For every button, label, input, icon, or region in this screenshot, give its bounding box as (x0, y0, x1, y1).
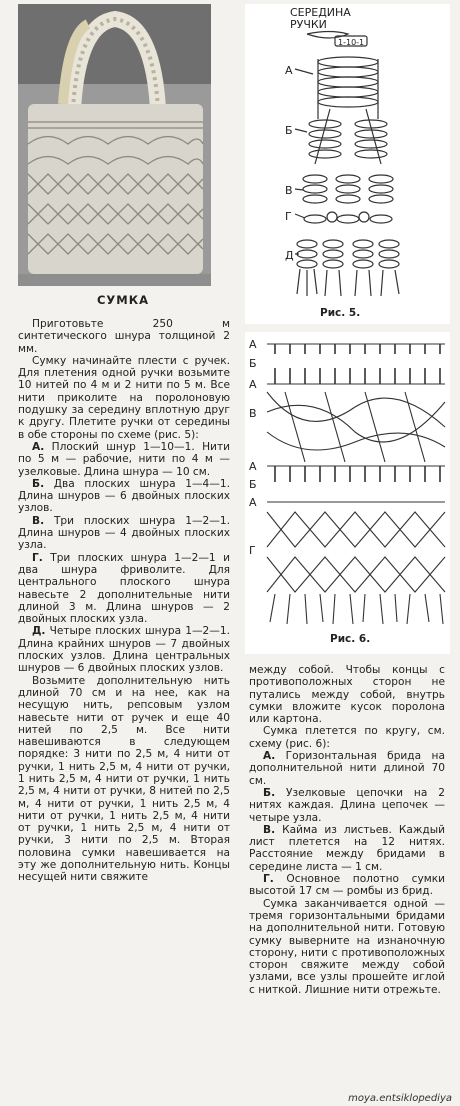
body-step-b: Б. Узелковые цепочки на 2 нитях каждая. Длина цепочек — четыре узла. (249, 786, 445, 824)
figure-5-panel (245, 4, 450, 324)
fig5-label-b: Б (285, 124, 293, 137)
fig6-label-v: В (249, 407, 257, 420)
fig6-label-a4: А (249, 496, 257, 509)
figure-6-panel (245, 332, 450, 654)
fig6-label-b1: Б (249, 357, 257, 370)
col2-intro: Сумка плетется по кругу, см. схему (рис. 6): (249, 725, 445, 750)
figure-6-caption: Рис. 6. (330, 633, 371, 645)
fig6-label-g: Г (249, 544, 256, 557)
fig6-label-a1: А (249, 338, 257, 351)
fig5-label-d: Д (285, 249, 294, 262)
body-step-a: А. Горизонтальная брида на дополнительной нити длиной 70 см. (249, 750, 445, 787)
paragraph-materials: Приготовьте 250 м синтетического шнура толщиной 2 мм. (18, 318, 230, 355)
text-column-1 (18, 318, 230, 1098)
fig6-label-b2: Б (249, 478, 257, 491)
body-step-v: В. Кайма из листьев. Каждый лист плетется на 12 нитях. Расстояние между бридами в середине листа — 1 см. (249, 823, 446, 873)
body-step-g: Г. Основное полотно сумки высотой 17 см — ромбы из брид. (249, 873, 445, 898)
fig5-label-g: Г (285, 210, 292, 223)
paragraph-start: Сумку начинайте плести с ручек. Для плетения одной ручки возьмите 10 нитей по 4 м и 2 нити по 5 м. Все нити приколите на поролоновую подушку за середину вплотную друг к другу. Плетите ручки от середины в обе стороны по схеме (рис. 5): (18, 354, 230, 441)
fig6-label-a2: А (249, 378, 257, 391)
figure-5-diagram (245, 4, 450, 304)
paragraph-tail: Возьмите дополнительную нить длиной 70 см и на нее, как на несущую нить, репсовым узлом навесьте нити от ручек и еще 40 нитей по 2,5 м. Все нити навешиваются в следующем порядке: 3 нити по 2,5 м, 4 нити от ручки, 1 нить 2,5 м, 4 нити от ручки, 1 нить 2,5 м, 4 нити от ручки, 1 нить 2,5 м, 4 нити от ручки, 8 нитей по 2,5 м, 4 нити от ручки, 1 нить 2,5 м, 4 нити от ручки, 1 нить 2,5 м, 4 нити от ручки, 1 нить 2,5 м, 4 нити от ручки, 3 нити по 2,5 м. Вторая половина сумки навешивается на эту же дополнительную нить. Концы несущей нити свяжите (18, 674, 230, 884)
col2-ending: Сумка заканчивается одной — тремя горизонтальными бридами на дополнительной нити. Готовую сумку выверните на изнаночную сторону, нити с противоположных сторон свяжите между собой узлами, все узлы прошейте иглой с ниткой. Лишние нити отрежьте. (249, 897, 445, 996)
col2-continuation: между собой. Чтобы концы с противоположных сторон не путались между собой, внутрь сумки вложите кусок поролона или картона. (249, 664, 445, 726)
figure-5-caption: Рис. 5. (320, 307, 361, 319)
article-title: СУМКА (96, 293, 150, 307)
step-b: Б. Два плоских шнура 1—4—1. Длина шнуров — 6 двойных плоских узлов. (18, 477, 230, 515)
fig6-label-a3: А (249, 460, 257, 473)
bag-photo (18, 4, 211, 286)
fig5-label-v: В (285, 184, 293, 197)
fig5-top-code: 1-10-1 (338, 38, 365, 47)
fig5-label-a: А (285, 64, 293, 77)
fig5-top-label: СЕРЕДИНА (290, 6, 351, 19)
figure-6-diagram (245, 332, 450, 632)
step-d: Д. Четыре плоских шнура 1—2—1. Длина крайних шнуров — 7 двойных плоских узлов. Длина центральных шнуров — 6 двойных плоских узлов. (18, 625, 230, 675)
step-a: А. Плоский шнур 1—10—1. Нити по 5 м — рабочие, нити по 4 м — узелковые. Длина шнура — 10 см. (18, 440, 230, 478)
bag-photo-illustration (18, 4, 211, 286)
source-watermark: moya.entsiklopediya (348, 1093, 452, 1104)
fig5-top-label2: РУЧКИ (290, 18, 327, 31)
step-g: Г. Три плоских шнура 1—2—1 и два шнура фриволите. Для центрального плоского шнура навесьте 2 дополнительные нити длиной 3 м. Длина шнуров — 2 двойных плоских узла. (18, 551, 230, 626)
step-v: В. Три плоских шнура 1—2—1. Длина шнуров — 4 двойных плоских узла. (18, 514, 230, 552)
text-column-2 (249, 664, 445, 1094)
